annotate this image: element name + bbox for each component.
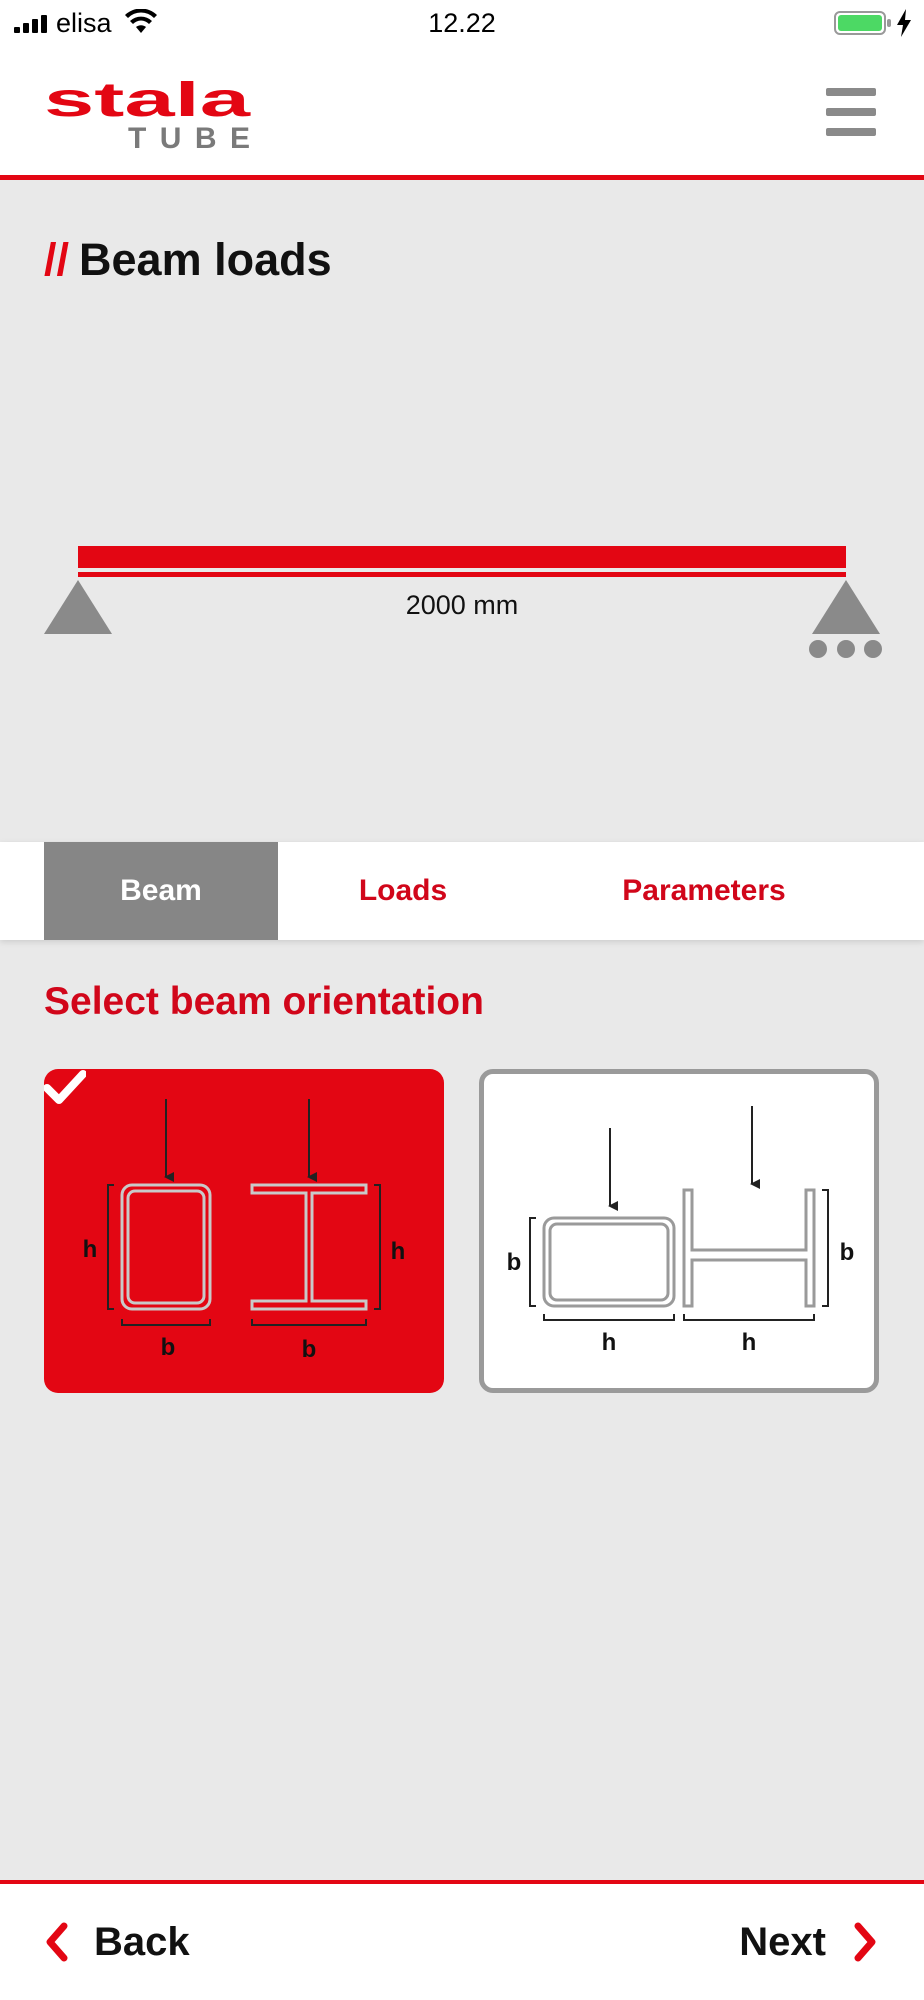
page-title [44, 234, 332, 286]
i-beam-icon [252, 1185, 366, 1309]
tab-loads[interactable]: Loads [358, 874, 448, 907]
charging-bolt-icon [896, 9, 912, 37]
tab-parameters[interactable]: Parameters [622, 874, 786, 907]
next-label: Next [739, 1919, 826, 1964]
back-label: Back [94, 1919, 190, 1964]
rectangular-tube-icon [544, 1218, 674, 1306]
status-bar [0, 0, 924, 46]
chevron-left-icon [44, 1922, 70, 1962]
beam-underline [78, 572, 846, 577]
title-prefix: // [44, 234, 70, 285]
battery-icon [834, 11, 892, 35]
beam-span-label: 2000 mm [405, 590, 519, 620]
hamburger-menu-icon[interactable] [820, 84, 886, 140]
tab-beam[interactable]: Beam [44, 842, 278, 940]
h-beam-icon [684, 1190, 814, 1306]
section-heading: Select beam orientation [44, 980, 484, 1023]
tab-bar [0, 842, 924, 940]
carrier-name: elisa [56, 8, 112, 38]
chevron-right-icon [852, 1922, 878, 1962]
back-button[interactable] [44, 1910, 190, 1974]
dimension-label-b: b [506, 1249, 522, 1276]
dimension-label-h: h [82, 1236, 98, 1263]
dimension-label-b: b [301, 1336, 317, 1363]
svg-text:TUBE: TUBE [128, 122, 250, 150]
svg-text:stala: stala [44, 76, 251, 127]
dimension-label-b: b [160, 1334, 176, 1361]
orientation-option-flat[interactable] [479, 1069, 879, 1393]
next-button[interactable] [739, 1910, 878, 1974]
dimension-label-h: h [390, 1238, 406, 1265]
rectangular-tube-icon [122, 1185, 210, 1309]
beam-bar [78, 546, 846, 568]
upright-orientation-diagram [44, 1069, 444, 1393]
bottom-navigation [0, 1880, 924, 2000]
stala-tube-logo[interactable] [44, 76, 254, 150]
dimension-label-b: b [839, 1239, 855, 1266]
app-header [0, 46, 924, 180]
dimension-label-h: h [601, 1329, 617, 1356]
clock-time: 12.22 [428, 8, 496, 38]
flat-orientation-diagram [484, 1074, 874, 1388]
dimension-label-h: h [741, 1329, 757, 1356]
orientation-option-upright[interactable] [44, 1069, 444, 1393]
checkmark-icon [44, 1069, 86, 1105]
title-text: Beam loads [79, 234, 332, 285]
